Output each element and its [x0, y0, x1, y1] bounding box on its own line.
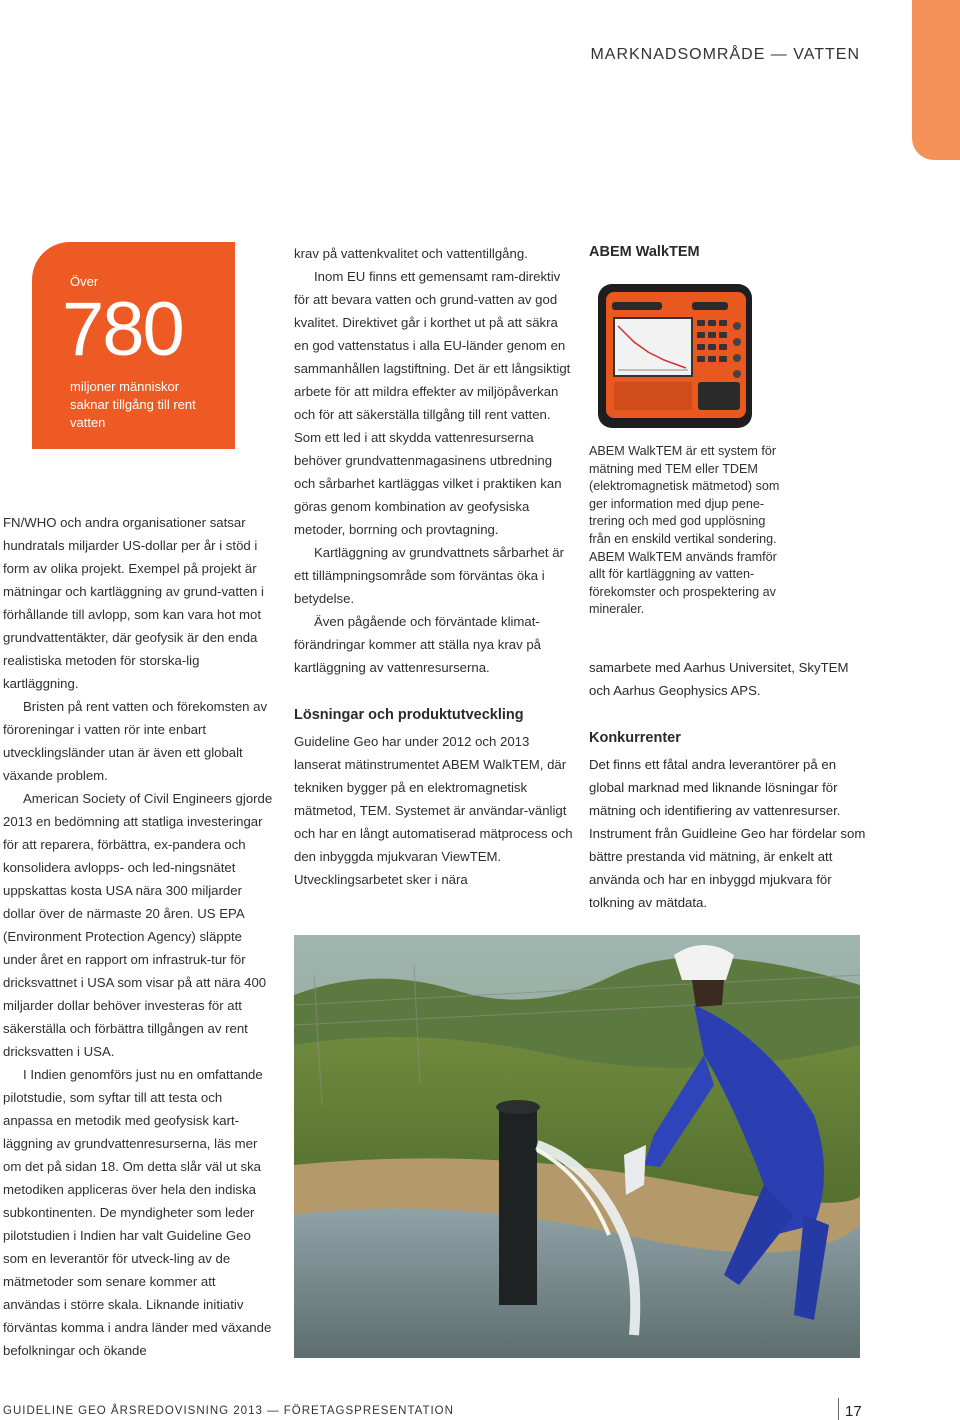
- page-corner-tab: [912, 0, 960, 160]
- page-divider: [838, 1398, 839, 1420]
- col1-paragraph-3: American Society of Civil Engineers gjorde 2013 en bedömning att statliga investeringar för att reparera, förbättra, ex-pandera och konsolidera avlopps- och led-ningsnätet uppskattas kosta USA nära 300 miljarder dollar över de närmaste 20 åren. US EPA (Environment Protection Agency) släppte under året en rapport om infrastruk-tur för dricksvattnet i USA som visar på att nära 400 miljarder dollar behöver investeras för att säkerställa och förbättra tillgången av rent dricksvatten i USA.: [3, 791, 273, 1059]
- col3-heading: Konkurrenter: [589, 730, 681, 746]
- col2-paragraph-2: Inom EU finns ett gemensamt ram-direktiv för att bevara vatten och grund-vatten av god kvalitet. Direktivet går i korthet ut på att säkra en god vattenstatus i alla EU-länder genom en sammanhållen lagstiftning. Det är ett långsiktigt arbete för att mildra effekter av miljöpåverkan och för att säkerställa tillgång till rent vatten. Som ett led i att skydda vattenresurserna behöver grundvattenmagasinens utbredning och sårbarhet kartläggas vilket i praktiken kan göras genom kombination av geofysiska metoder, borrning och provtagning.: [294, 269, 571, 537]
- section-header: MARKNADSOMRÅDE — VATTEN: [590, 46, 860, 63]
- col2-paragraph-1: krav på vattenkvalitet och vattentillgång.: [294, 246, 528, 261]
- col1-paragraph-4: I Indien genomförs just nu en omfattande pilotstudie, som syftar till att testa och anpassa en metodik med geofysisk kart-läggning av grundvattenresurserna, läs mer om det på sidan 18. Om detta slår väl ut ska metodiken appliceras över hela den indiska subkontinenten. De myndigheter som leder pilotstudien i Indien har valt Guideline Geo som en leverantör för utveck-ling av de mätmetoder som senare kommer att användas i större skala. Liknande initiativ förväntas komma i andra länder med växande befolkningar och ökande: [3, 1067, 272, 1358]
- col3-paragraph-2: Det finns ett fåtal andra leverantörer på en global marknad med liknande lösningar för mätning och identifiering av vattenresurser. Instrument från Guidleine Geo har fördelar som bättre prestanda vid mätning, är enkelt att använda och har en inbyggd mjukvara för tolkning av mätdata.: [589, 757, 866, 910]
- field-worker-water-photo: [294, 935, 860, 1358]
- column-2: [294, 242, 574, 891]
- walktem-device-image: [594, 282, 756, 430]
- device-title: ABEM WalkTEM: [589, 244, 700, 260]
- footer-text: GUIDELINE GEO ÅRSREDOVISNING 2013 — FÖRETAGSPRESENTATION: [3, 1405, 454, 1417]
- stat-number: 780: [62, 287, 183, 372]
- column-3-bottom: [589, 656, 869, 914]
- col2-paragraph-3: Kartläggning av grundvattnets sårbarhet är ett tillämpningsområde som förväntas öka i betydelse.: [294, 545, 564, 606]
- device-caption: ABEM WalkTEM är ett system för mätning med TEM eller TDEM (elektromagnetisk mätmetod) som ger information med djup pene-trering och med god upplösning från en enskild vertikal sondering. ABEM WalkTEM används framför allt för kartläggning av vatten-förekomster och prospektering av mineraler.: [589, 444, 780, 617]
- column-3-top: [589, 242, 869, 262]
- col1-paragraph-2: Bristen på rent vatten och förekomsten av föroreningar i vatten rör inte enbart utvecklingsländer utan är även ett globalt växande problem.: [3, 699, 268, 783]
- stat-description: miljoner människor saknar tillgång till rent vatten: [70, 379, 196, 430]
- stat-prefix: Över: [70, 274, 99, 289]
- col2-paragraph-5: Guideline Geo har under 2012 och 2013 lanserat mätinstrumentet ABEM WalkTEM, där tekniken bygger på en elektromagnetisk mätmetod, TEM. Systemet är användar-vänligt och har en långt automatiserad mätprocess och den inbyggda mjukvaran ViewTEM. Utvecklingsarbetet sker i nära: [294, 734, 573, 887]
- page-number: 17: [845, 1403, 862, 1420]
- col3-paragraph-1: samarbete med Aarhus Universitet, SkyTEM och Aarhus Geophysics APS.: [589, 660, 849, 698]
- col2-heading: Lösningar och produktutveckling: [294, 707, 524, 723]
- col1-paragraph-1: FN/WHO och andra organisationer satsar hundratals miljarder US-dollar per år i stöd i form av olika projekt. Exempel på projekt är mätningar och kartläggning av grund-vatten i förhållande till avlopp, som kan vara hot mot grundvattentäkter, där geofysik är den enda realistiska metoden för storska-lig kartläggning.: [3, 515, 264, 691]
- stat-box: [32, 242, 235, 449]
- col2-paragraph-4: Även pågående och förväntade klimat-förändringar kommer att ställa nya krav på kartläggning av vattenresurserna.: [294, 614, 542, 675]
- column-1: [3, 511, 275, 1362]
